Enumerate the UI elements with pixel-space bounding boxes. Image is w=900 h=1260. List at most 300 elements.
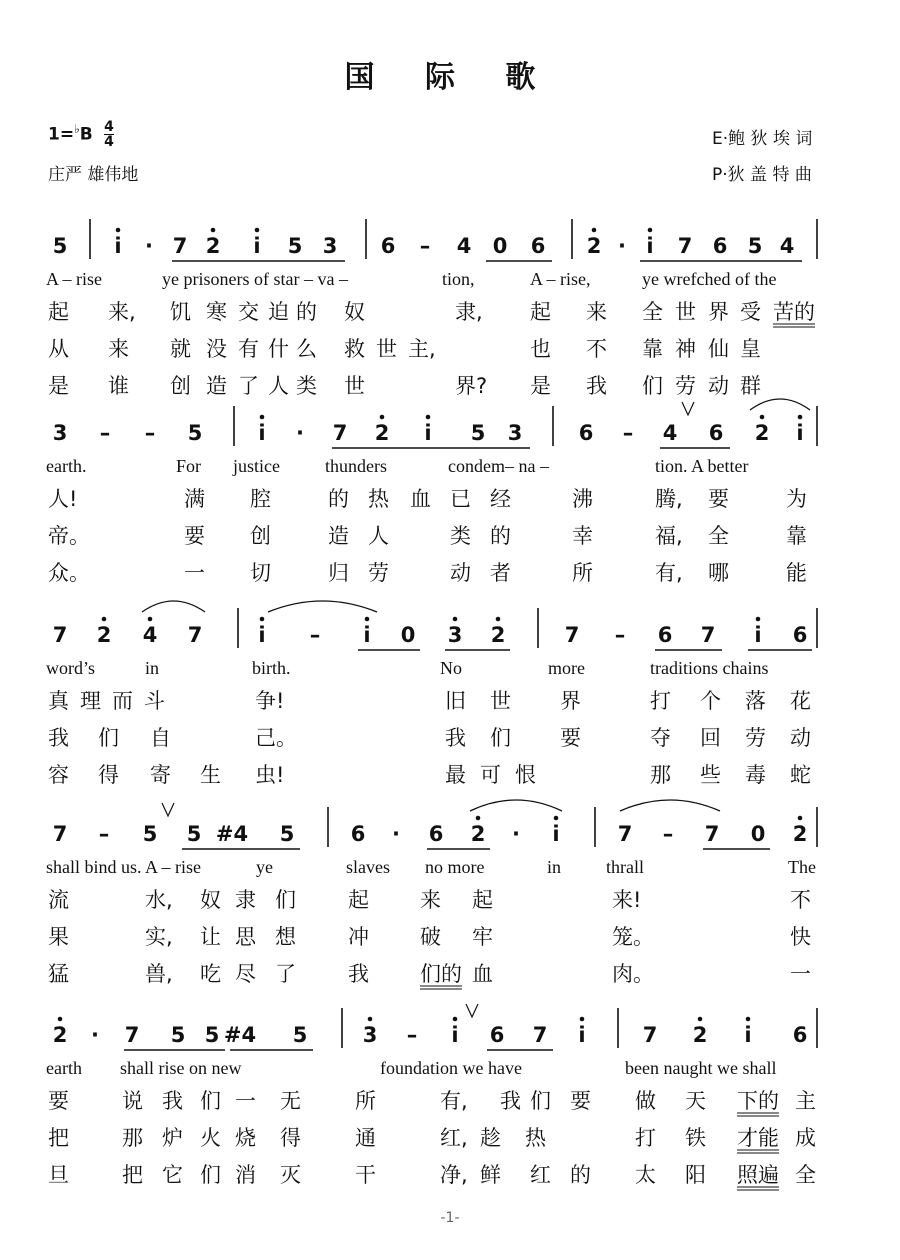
chinese-lyric: 是 bbox=[48, 374, 69, 398]
chinese-lyric: 沸 bbox=[572, 487, 593, 511]
chinese-lyric: 一 bbox=[790, 962, 811, 986]
octave-dot bbox=[260, 617, 265, 622]
chinese-lyric: 救 bbox=[344, 337, 365, 361]
chinese-lyric: 花 bbox=[790, 689, 811, 713]
note: · bbox=[392, 822, 400, 846]
chinese-lyric: 寒 bbox=[206, 300, 227, 324]
chinese-lyric: 照遍 bbox=[737, 1163, 779, 1187]
chinese-lyric: 动 bbox=[790, 726, 811, 750]
chinese-lyric: 们 bbox=[530, 1089, 551, 1113]
note: 6 bbox=[530, 234, 546, 258]
chinese-lyric: 兽, bbox=[145, 962, 173, 986]
chinese-lyric: 们 bbox=[98, 726, 119, 750]
chinese-lyric: 我 bbox=[162, 1089, 183, 1113]
chinese-lyric: 有, bbox=[440, 1089, 468, 1113]
chinese-lyric: 要 bbox=[48, 1089, 69, 1113]
chinese-lyric: 隶, bbox=[455, 300, 483, 324]
chinese-lyric: 趁 bbox=[480, 1126, 501, 1150]
chinese-lyric: 是 bbox=[530, 374, 551, 398]
note: 7 bbox=[187, 623, 203, 647]
chinese-lyric: 满 bbox=[184, 487, 205, 511]
note: i bbox=[253, 234, 261, 258]
chinese-lyric: 人! bbox=[48, 487, 78, 511]
chinese-lyric: 的 bbox=[570, 1163, 591, 1187]
chinese-lyric: 笼。 bbox=[612, 925, 654, 949]
chinese-lyric: 仙 bbox=[708, 337, 729, 361]
chinese-lyric: 猛 bbox=[48, 962, 69, 986]
note: 0 bbox=[400, 623, 416, 647]
octave-dot bbox=[580, 1017, 585, 1022]
note: 7 bbox=[52, 623, 68, 647]
chinese-lyric: 我 bbox=[348, 962, 369, 986]
chinese-lyric: 蛇 bbox=[790, 763, 811, 787]
chinese-lyric: 能 bbox=[786, 561, 807, 585]
chinese-lyric: 的 bbox=[296, 300, 317, 324]
chinese-lyric: 也 bbox=[530, 337, 551, 361]
chinese-lyric: 把 bbox=[48, 1126, 69, 1150]
chinese-lyric: 吃 bbox=[200, 962, 221, 986]
note: 5 bbox=[186, 822, 202, 846]
chinese-lyric: 个 bbox=[700, 689, 721, 713]
note: 6 bbox=[428, 822, 444, 846]
chinese-lyric: 全 bbox=[795, 1163, 816, 1187]
english-lyric: slaves bbox=[346, 857, 390, 877]
note: 6 bbox=[708, 421, 724, 445]
octave-dot bbox=[116, 228, 121, 233]
chinese-lyric: 干 bbox=[355, 1163, 376, 1187]
chinese-lyric: 成 bbox=[795, 1126, 816, 1150]
english-lyric: earth. bbox=[46, 456, 87, 476]
chinese-lyric: 腾, bbox=[655, 487, 683, 511]
chinese-lyric: 一 bbox=[235, 1089, 256, 1113]
chinese-lyric: 创 bbox=[170, 374, 191, 398]
english-lyric: ye prisoners of star – va – bbox=[162, 269, 348, 289]
chinese-lyric: 夺 bbox=[650, 726, 671, 750]
chinese-lyric: 红, bbox=[440, 1126, 468, 1150]
note: · bbox=[512, 822, 520, 846]
chinese-lyric: 才能 bbox=[737, 1126, 779, 1150]
note: 7 bbox=[642, 1023, 658, 1047]
chinese-lyric: 我 bbox=[586, 374, 607, 398]
chinese-lyric: 打 bbox=[650, 689, 671, 713]
chinese-lyric: 快 bbox=[790, 925, 811, 949]
octave-dot bbox=[426, 415, 431, 420]
chinese-lyric: 了 bbox=[275, 962, 296, 986]
chinese-lyric: 饥 bbox=[170, 300, 191, 324]
note: 2 bbox=[52, 1023, 68, 1047]
chinese-lyric: 靠 bbox=[786, 524, 807, 548]
chinese-lyric: 争! bbox=[255, 689, 285, 713]
note: 2 bbox=[792, 822, 808, 846]
chinese-lyric: 来 bbox=[420, 888, 441, 912]
chinese-lyric: 寄 bbox=[150, 763, 171, 787]
breath-mark bbox=[466, 1004, 478, 1017]
chinese-lyric: 起 bbox=[48, 300, 69, 324]
chinese-lyric: 了 bbox=[238, 374, 259, 398]
chinese-lyric: 无 bbox=[280, 1089, 301, 1113]
note: 5 bbox=[170, 1023, 186, 1047]
tempo-marking: 庄严 雄伟地 bbox=[48, 165, 139, 185]
chinese-lyric: 来! bbox=[612, 888, 642, 912]
chinese-lyric: 水, bbox=[145, 888, 173, 912]
english-lyric: The bbox=[788, 857, 816, 877]
octave-dot bbox=[496, 617, 501, 622]
chinese-lyric: 世 bbox=[490, 689, 511, 713]
chinese-lyric: 世 bbox=[344, 374, 365, 398]
note: 7 bbox=[677, 234, 693, 258]
chinese-lyric: 经 bbox=[490, 487, 511, 511]
chinese-lyric: 类 bbox=[296, 374, 317, 398]
chinese-lyric: 想 bbox=[275, 925, 296, 949]
note: · bbox=[145, 234, 153, 258]
note: 2 bbox=[470, 822, 486, 846]
english-lyric: thunders bbox=[325, 456, 387, 476]
chinese-lyric: 么 bbox=[296, 337, 317, 361]
octave-dot bbox=[368, 1017, 373, 1022]
chinese-lyric: 的 bbox=[490, 524, 511, 548]
note: 2 bbox=[96, 623, 112, 647]
note: 2 bbox=[586, 234, 602, 258]
note: 5 bbox=[204, 1023, 220, 1047]
note: – bbox=[622, 421, 634, 445]
chinese-lyric: 要 bbox=[560, 726, 581, 750]
english-lyric: No bbox=[440, 658, 462, 678]
note: 7 bbox=[124, 1023, 140, 1047]
chinese-lyric: 尽 bbox=[235, 962, 256, 986]
chinese-lyric: 打 bbox=[635, 1126, 656, 1150]
note: i bbox=[754, 623, 762, 647]
chinese-lyric: 奴 bbox=[200, 888, 221, 912]
english-lyric: justice bbox=[233, 456, 280, 476]
octave-dot bbox=[365, 617, 370, 622]
note: 5 bbox=[470, 421, 486, 445]
chinese-lyric: 理 bbox=[80, 689, 101, 713]
flat-sign: ♭ bbox=[74, 121, 80, 136]
note: 4 bbox=[779, 234, 795, 258]
chinese-lyric: 不 bbox=[586, 337, 607, 361]
chinese-lyric: 阳 bbox=[685, 1163, 706, 1187]
time-sig-top: 4 bbox=[104, 119, 114, 135]
chinese-lyric: 全 bbox=[642, 300, 663, 324]
chinese-lyric: 果 bbox=[48, 925, 69, 949]
english-lyric: For bbox=[176, 456, 202, 476]
english-lyric: shall rise on new bbox=[120, 1058, 242, 1078]
note: i bbox=[796, 421, 804, 445]
chinese-lyric: 造 bbox=[206, 374, 227, 398]
chinese-lyric: 主 bbox=[795, 1089, 816, 1113]
chinese-lyric: 劳 bbox=[368, 561, 389, 585]
chinese-lyric: 而 bbox=[112, 689, 133, 713]
note: – bbox=[144, 421, 156, 445]
note: 2 bbox=[490, 623, 506, 647]
chinese-lyric: 全 bbox=[708, 524, 729, 548]
chinese-lyric: 我 bbox=[48, 726, 69, 750]
chinese-lyric: 破 bbox=[420, 925, 441, 949]
octave-dot bbox=[554, 816, 559, 821]
key-letter: B bbox=[79, 124, 93, 145]
note: #4 bbox=[223, 1023, 257, 1047]
note: 5 bbox=[747, 234, 763, 258]
chinese-lyric: 有, bbox=[655, 561, 683, 585]
chinese-lyric: 的 bbox=[328, 487, 349, 511]
chinese-lyric: 牢 bbox=[472, 925, 493, 949]
chinese-lyric: 界 bbox=[708, 300, 729, 324]
octave-dot bbox=[798, 415, 803, 420]
octave-dot bbox=[756, 617, 761, 622]
chinese-lyric: 我 bbox=[500, 1089, 521, 1113]
note: i bbox=[363, 623, 371, 647]
octave-dot bbox=[746, 1017, 751, 1022]
chinese-lyric: 所 bbox=[355, 1089, 376, 1113]
slur bbox=[620, 800, 720, 811]
chinese-lyric: 毒 bbox=[745, 763, 766, 787]
chinese-lyric: 交 bbox=[238, 300, 259, 324]
note: – bbox=[309, 623, 321, 647]
chinese-lyric: 热 bbox=[368, 487, 389, 511]
octave-dot bbox=[255, 228, 260, 233]
chinese-lyric: 落 bbox=[745, 689, 766, 713]
chinese-lyric: 们的 bbox=[420, 962, 462, 986]
chinese-lyric: 血 bbox=[472, 962, 493, 986]
chinese-lyric: 回 bbox=[700, 726, 721, 750]
chinese-lyric: 灭 bbox=[280, 1163, 301, 1187]
chinese-lyric: 劳 bbox=[675, 374, 696, 398]
chinese-lyric: 们 bbox=[200, 1163, 221, 1187]
octave-dot bbox=[148, 617, 153, 622]
chinese-lyric: 们 bbox=[200, 1089, 221, 1113]
chinese-lyric: 群 bbox=[740, 374, 761, 398]
english-lyric: thrall bbox=[606, 857, 644, 877]
octave-dot bbox=[260, 415, 265, 420]
chinese-lyric: 己。 bbox=[255, 726, 297, 750]
note: – bbox=[406, 1023, 418, 1047]
chinese-lyric: 来 bbox=[586, 300, 607, 324]
note: i bbox=[552, 822, 560, 846]
note: 5 bbox=[52, 234, 68, 258]
chinese-lyric: 所 bbox=[572, 561, 593, 585]
chinese-lyric: 神 bbox=[675, 337, 696, 361]
chinese-lyric: 人 bbox=[268, 374, 289, 398]
chinese-lyric: 旧 bbox=[445, 689, 466, 713]
octave-dot bbox=[698, 1017, 703, 1022]
english-lyric: condem– na – bbox=[448, 456, 549, 476]
note: 7 bbox=[332, 421, 348, 445]
note: · bbox=[296, 421, 304, 445]
chinese-lyric: 那 bbox=[122, 1126, 143, 1150]
english-lyric: word’s bbox=[46, 658, 95, 678]
chinese-lyric: 得 bbox=[98, 763, 119, 787]
english-lyric: no more bbox=[425, 857, 485, 877]
octave-dot bbox=[760, 415, 765, 420]
chinese-lyric: 起 bbox=[472, 888, 493, 912]
chinese-lyric: 归 bbox=[328, 561, 349, 585]
chinese-lyric: 人 bbox=[368, 524, 389, 548]
note: · bbox=[618, 234, 626, 258]
note: 4 bbox=[662, 421, 678, 445]
english-lyric: A – rise, bbox=[530, 269, 591, 289]
note: i bbox=[578, 1023, 586, 1047]
chinese-lyric: 太 bbox=[635, 1163, 656, 1187]
chinese-lyric: 通 bbox=[355, 1126, 376, 1150]
chinese-lyric: 靠 bbox=[642, 337, 663, 361]
chinese-lyric: 实, bbox=[145, 925, 173, 949]
chinese-lyric: 它 bbox=[162, 1163, 183, 1187]
chinese-lyric: 们 bbox=[642, 374, 663, 398]
chinese-lyric: 皇 bbox=[740, 337, 761, 361]
chinese-lyric: 虫! bbox=[255, 763, 285, 787]
chinese-lyric: 们 bbox=[275, 888, 296, 912]
chinese-lyric: 奴 bbox=[344, 300, 365, 324]
note: 3 bbox=[507, 421, 523, 445]
chinese-lyric: 世 bbox=[376, 337, 397, 361]
chinese-lyric: 一 bbox=[184, 561, 205, 585]
note: i bbox=[646, 234, 654, 258]
chinese-lyric: 要 bbox=[708, 487, 729, 511]
lyricist-credit: E·鲍 狄 埃 词 bbox=[712, 129, 813, 149]
note: 0 bbox=[492, 234, 508, 258]
chinese-lyric: 些 bbox=[700, 763, 721, 787]
chinese-lyric: 自 bbox=[150, 726, 171, 750]
chinese-lyric: 劳 bbox=[745, 726, 766, 750]
chinese-lyric: 做 bbox=[635, 1089, 656, 1113]
chinese-lyric: 铁 bbox=[685, 1126, 706, 1150]
note: 2 bbox=[754, 421, 770, 445]
chinese-lyric: 思 bbox=[235, 925, 256, 949]
chinese-lyric: 从 bbox=[48, 337, 69, 361]
english-lyric: more bbox=[548, 658, 585, 678]
note: 7 bbox=[532, 1023, 548, 1047]
chinese-lyric: 最 bbox=[445, 763, 466, 787]
chinese-lyric: 主, bbox=[408, 337, 436, 361]
note: i bbox=[451, 1023, 459, 1047]
octave-dot bbox=[648, 228, 653, 233]
octave-dot bbox=[380, 415, 385, 420]
chinese-lyric: 动 bbox=[708, 374, 729, 398]
chinese-lyric: 把 bbox=[122, 1163, 143, 1187]
chinese-lyric: 者 bbox=[490, 561, 511, 585]
note: #4 bbox=[215, 822, 249, 846]
octave-dot bbox=[211, 228, 216, 233]
note: · bbox=[91, 1023, 99, 1047]
english-lyric: ye bbox=[256, 857, 273, 877]
chinese-lyric: 什 bbox=[268, 337, 289, 361]
chinese-lyric: 斗 bbox=[144, 689, 165, 713]
note: – bbox=[98, 822, 110, 846]
chinese-lyric: 净, bbox=[440, 1163, 468, 1187]
chinese-lyric: 生 bbox=[200, 763, 221, 787]
chinese-lyric: 火 bbox=[200, 1126, 221, 1150]
octave-dot bbox=[476, 816, 481, 821]
chinese-lyric: 我 bbox=[445, 726, 466, 750]
chinese-lyric: 红 bbox=[530, 1163, 551, 1187]
note: 6 bbox=[657, 623, 673, 647]
breath-mark bbox=[682, 402, 694, 415]
key-prefix: 1= bbox=[48, 124, 75, 145]
english-lyric: shall bind us. A – rise bbox=[46, 857, 202, 877]
chinese-lyric: 起 bbox=[530, 300, 551, 324]
slur bbox=[142, 601, 205, 612]
chinese-lyric: 天 bbox=[685, 1089, 706, 1113]
english-lyric: foundation we have bbox=[380, 1058, 522, 1078]
chinese-lyric: 为 bbox=[786, 487, 807, 511]
chinese-lyric: 肉。 bbox=[612, 962, 654, 986]
english-lyric: in bbox=[547, 857, 562, 877]
chinese-lyric: 来, bbox=[108, 300, 136, 324]
note: 4 bbox=[142, 623, 158, 647]
note: 7 bbox=[52, 822, 68, 846]
note: 2 bbox=[692, 1023, 708, 1047]
note: i bbox=[744, 1023, 752, 1047]
song-title: 国 际 歌 bbox=[344, 60, 556, 95]
chinese-lyric: 隶 bbox=[235, 888, 256, 912]
slur bbox=[750, 399, 810, 410]
chinese-lyric: 流 bbox=[48, 888, 69, 912]
english-lyric: been naught we shall bbox=[625, 1058, 777, 1078]
english-lyric: tion, bbox=[442, 269, 475, 289]
slur bbox=[268, 601, 377, 612]
chinese-lyric: 腔 bbox=[250, 487, 271, 511]
note: 7 bbox=[700, 623, 716, 647]
octave-dot bbox=[592, 228, 597, 233]
english-lyric: ye wrefched of the bbox=[642, 269, 777, 289]
note: i bbox=[258, 623, 266, 647]
english-lyric: earth bbox=[46, 1058, 82, 1078]
note: 0 bbox=[750, 822, 766, 846]
chinese-lyric: 迫 bbox=[268, 300, 289, 324]
chinese-lyric: 要 bbox=[570, 1089, 591, 1113]
chinese-lyric: 众。 bbox=[48, 561, 90, 585]
note: 6 bbox=[792, 1023, 808, 1047]
octave-dot bbox=[102, 617, 107, 622]
chinese-lyric: 幸 bbox=[572, 524, 593, 548]
note: i bbox=[114, 234, 122, 258]
note: 3 bbox=[362, 1023, 378, 1047]
chinese-lyric: 界? bbox=[455, 374, 488, 398]
chinese-lyric: 福, bbox=[655, 524, 683, 548]
note: 7 bbox=[617, 822, 633, 846]
chinese-lyric: 帝。 bbox=[48, 524, 90, 548]
chinese-lyric: 下的 bbox=[737, 1089, 779, 1113]
time-sig-bottom: 4 bbox=[104, 134, 114, 150]
chinese-lyric: 创 bbox=[250, 524, 271, 548]
chinese-lyric: 冲 bbox=[348, 925, 369, 949]
chinese-lyric: 来 bbox=[108, 337, 129, 361]
note: 6 bbox=[350, 822, 366, 846]
note: 2 bbox=[205, 234, 221, 258]
octave-dot bbox=[453, 1017, 458, 1022]
chinese-lyric: 世 bbox=[675, 300, 696, 324]
chinese-lyric: 类 bbox=[450, 524, 471, 548]
note: – bbox=[662, 822, 674, 846]
chinese-lyric: 血 bbox=[410, 487, 431, 511]
chinese-lyric: 已 bbox=[450, 487, 471, 511]
chinese-lyric: 动 bbox=[450, 561, 471, 585]
note: 7 bbox=[704, 822, 720, 846]
note: 6 bbox=[712, 234, 728, 258]
note: 6 bbox=[380, 234, 396, 258]
english-lyric: A – rise bbox=[46, 269, 102, 289]
chinese-lyric: 苦的 bbox=[773, 300, 815, 324]
note: i bbox=[424, 421, 432, 445]
english-lyric: birth. bbox=[252, 658, 291, 678]
chinese-lyric: 容 bbox=[48, 763, 69, 787]
chinese-lyric: 受 bbox=[740, 300, 761, 324]
note: 7 bbox=[564, 623, 580, 647]
octave-dot bbox=[798, 816, 803, 821]
chinese-lyric: 就 bbox=[170, 337, 191, 361]
note: 5 bbox=[187, 421, 203, 445]
page-number: -1- bbox=[440, 1210, 460, 1226]
